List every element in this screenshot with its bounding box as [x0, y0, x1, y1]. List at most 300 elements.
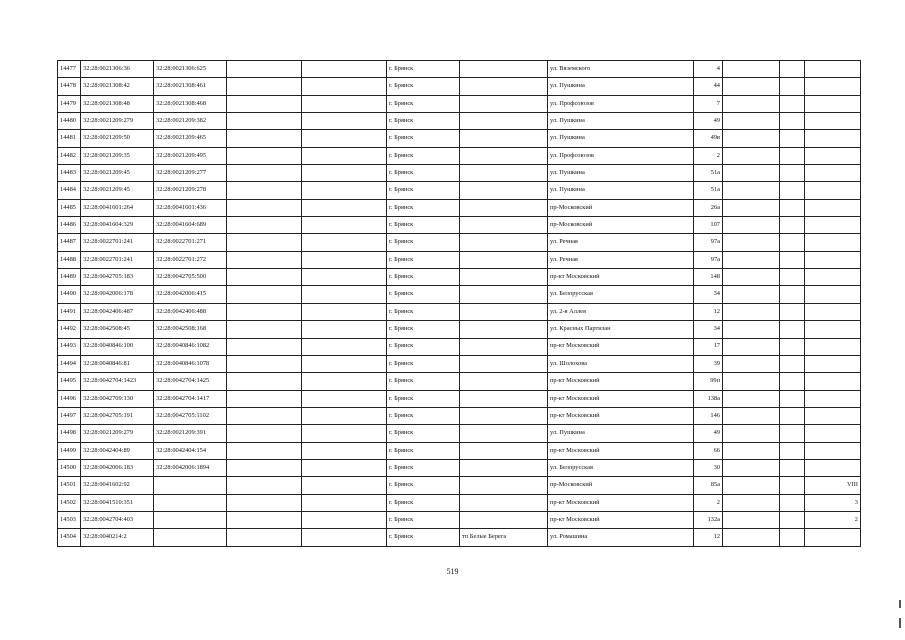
- empty-cell: [302, 321, 387, 338]
- empty-cell: [723, 113, 780, 130]
- city-cell: г. Брянск: [387, 78, 460, 95]
- extra-cell: [805, 165, 861, 182]
- empty-cell: [227, 407, 302, 424]
- street-cell: пр-Московский: [548, 199, 694, 216]
- empty-cell: [780, 373, 805, 390]
- empty-cell: [302, 338, 387, 355]
- table-row: [58, 477, 861, 494]
- table-row: [58, 529, 861, 546]
- table-row: [58, 286, 861, 303]
- table-row: [58, 269, 861, 286]
- city-cell: г. Брянск: [387, 355, 460, 372]
- extra-cell: [805, 78, 861, 95]
- empty-cell: [723, 373, 780, 390]
- extra-cell: [805, 61, 861, 78]
- building-cadastral-number: [154, 477, 227, 494]
- empty-cell: [723, 130, 780, 147]
- empty-cell: [227, 199, 302, 216]
- row-number: 14494: [58, 355, 81, 372]
- city-cell: г. Брянск: [387, 113, 460, 130]
- empty-cell: [227, 61, 302, 78]
- settlement-cell: [460, 234, 548, 251]
- empty-cell: [302, 286, 387, 303]
- settlement-cell: [460, 217, 548, 234]
- empty-cell: [227, 217, 302, 234]
- row-number: 14497: [58, 407, 81, 424]
- table-row: [58, 130, 861, 147]
- empty-cell: [227, 234, 302, 251]
- building-cadastral-number: 32:28:0021308:468: [154, 95, 227, 112]
- city-cell: г. Брянск: [387, 494, 460, 511]
- street-cell: пр-Московский: [548, 477, 694, 494]
- table-row: [58, 321, 861, 338]
- city-cell: г. Брянск: [387, 303, 460, 320]
- cadastral-number: 32:28:0042404:89: [81, 442, 154, 459]
- extra-cell: [805, 321, 861, 338]
- city-cell: г. Брянск: [387, 390, 460, 407]
- building-cadastral-number: 32:28:0022701:272: [154, 251, 227, 268]
- empty-cell: [227, 95, 302, 112]
- empty-cell: [302, 529, 387, 546]
- city-cell: г. Брянск: [387, 130, 460, 147]
- street-cell: ул. Пушкина: [548, 165, 694, 182]
- settlement-cell: тп Белые Берега: [460, 529, 548, 546]
- row-number: 14487: [58, 234, 81, 251]
- empty-cell: [780, 182, 805, 199]
- empty-cell: [780, 251, 805, 268]
- extra-cell: 3: [805, 494, 861, 511]
- empty-cell: [723, 61, 780, 78]
- empty-cell: [227, 130, 302, 147]
- empty-cell: [302, 425, 387, 442]
- house-number: 107: [694, 217, 723, 234]
- house-number: 148: [694, 269, 723, 286]
- row-number: 14489: [58, 269, 81, 286]
- street-cell: ул. Пушкина: [548, 78, 694, 95]
- table-row: [58, 199, 861, 216]
- house-number: 12: [694, 303, 723, 320]
- cadastral-number: 32:28:0042508:45: [81, 321, 154, 338]
- row-number: 14481: [58, 130, 81, 147]
- empty-cell: [302, 234, 387, 251]
- empty-cell: [723, 407, 780, 424]
- settlement-cell: [460, 355, 548, 372]
- empty-cell: [723, 147, 780, 164]
- empty-cell: [227, 182, 302, 199]
- cadastral-number: 32:28:0021209:45: [81, 182, 154, 199]
- settlement-cell: [460, 78, 548, 95]
- table-row: [58, 95, 861, 112]
- cadastral-number: 32:28:0041604:329: [81, 217, 154, 234]
- row-number: 14503: [58, 511, 81, 528]
- house-number: 39: [694, 355, 723, 372]
- row-number: 14480: [58, 113, 81, 130]
- city-cell: г. Брянск: [387, 199, 460, 216]
- table-row: [58, 182, 861, 199]
- empty-cell: [780, 303, 805, 320]
- empty-cell: [227, 459, 302, 476]
- empty-cell: [302, 494, 387, 511]
- settlement-cell: [460, 373, 548, 390]
- house-number: 51а: [694, 182, 723, 199]
- empty-cell: [780, 269, 805, 286]
- cadastral-number: 32:28:0021306:36: [81, 61, 154, 78]
- edge-mark: [899, 618, 901, 628]
- table-row: [58, 494, 861, 511]
- cadastral-number: 32:28:0042006:183: [81, 459, 154, 476]
- extra-cell: [805, 459, 861, 476]
- empty-cell: [302, 182, 387, 199]
- cadastral-number: 32:28:0021308:48: [81, 95, 154, 112]
- cadastral-number: 32:28:0042006:178: [81, 286, 154, 303]
- empty-cell: [723, 355, 780, 372]
- empty-cell: [227, 442, 302, 459]
- empty-cell: [723, 303, 780, 320]
- empty-cell: [302, 477, 387, 494]
- empty-cell: [723, 338, 780, 355]
- cadastral-number: 32:28:0021209:279: [81, 113, 154, 130]
- empty-cell: [780, 407, 805, 424]
- settlement-cell: [460, 477, 548, 494]
- empty-cell: [227, 303, 302, 320]
- cadastral-number: 32:28:0021209:50: [81, 130, 154, 147]
- house-number: 7: [694, 95, 723, 112]
- empty-cell: [227, 494, 302, 511]
- cadastral-number: 32:28:0022701:241: [81, 234, 154, 251]
- street-cell: ул. Профсоюзов: [548, 147, 694, 164]
- street-cell: пр-кт Московский: [548, 511, 694, 528]
- empty-cell: [780, 147, 805, 164]
- settlement-cell: [460, 61, 548, 78]
- empty-cell: [780, 234, 805, 251]
- street-cell: ул. Ромашина: [548, 529, 694, 546]
- house-number: 2: [694, 494, 723, 511]
- street-cell: ул. Белорусская: [548, 286, 694, 303]
- cadastral-number: 32:28:0040846:100: [81, 338, 154, 355]
- city-cell: г. Брянск: [387, 61, 460, 78]
- house-number: 26а: [694, 199, 723, 216]
- building-cadastral-number: 32:28:0021306:625: [154, 61, 227, 78]
- extra-cell: [805, 425, 861, 442]
- empty-cell: [227, 251, 302, 268]
- page-number: 519: [446, 567, 459, 576]
- building-cadastral-number: 32:28:0021209:465: [154, 130, 227, 147]
- table-row: [58, 511, 861, 528]
- cadastral-number: 32:28:0021209:45: [81, 165, 154, 182]
- building-cadastral-number: 32:28:0040846:1078: [154, 355, 227, 372]
- row-number: 14496: [58, 390, 81, 407]
- street-cell: пр-кт Московский: [548, 373, 694, 390]
- row-number: 14501: [58, 477, 81, 494]
- extra-cell: [805, 251, 861, 268]
- city-cell: г. Брянск: [387, 477, 460, 494]
- house-number: 49в: [694, 130, 723, 147]
- table-row: [58, 390, 861, 407]
- empty-cell: [780, 78, 805, 95]
- city-cell: г. Брянск: [387, 442, 460, 459]
- street-cell: ул. Речная: [548, 234, 694, 251]
- empty-cell: [780, 494, 805, 511]
- empty-cell: [780, 511, 805, 528]
- empty-cell: [723, 494, 780, 511]
- building-cadastral-number: 32:28:0042705:1102: [154, 407, 227, 424]
- empty-cell: [227, 373, 302, 390]
- settlement-cell: [460, 494, 548, 511]
- table-row: [58, 442, 861, 459]
- empty-cell: [723, 182, 780, 199]
- empty-cell: [723, 199, 780, 216]
- empty-cell: [302, 61, 387, 78]
- empty-cell: [227, 338, 302, 355]
- extra-cell: [805, 199, 861, 216]
- building-cadastral-number: 32:28:0021209:391: [154, 425, 227, 442]
- street-cell: ул. Профсоюзов: [548, 95, 694, 112]
- empty-cell: [302, 199, 387, 216]
- empty-cell: [227, 165, 302, 182]
- house-number: 4: [694, 61, 723, 78]
- extra-cell: [805, 182, 861, 199]
- empty-cell: [723, 511, 780, 528]
- empty-cell: [723, 95, 780, 112]
- building-cadastral-number: 32:28:0021209:278: [154, 182, 227, 199]
- settlement-cell: [460, 303, 548, 320]
- cadastral-number: 32:28:0041602:92: [81, 477, 154, 494]
- house-number: 85а: [694, 477, 723, 494]
- extra-cell: [805, 303, 861, 320]
- cadastral-number: 32:28:0040846:81: [81, 355, 154, 372]
- empty-cell: [780, 338, 805, 355]
- table-row: [58, 251, 861, 268]
- empty-cell: [780, 217, 805, 234]
- settlement-cell: [460, 390, 548, 407]
- cadastral-number: 32:28:0042709:130: [81, 390, 154, 407]
- row-number: 14479: [58, 95, 81, 112]
- empty-cell: [723, 459, 780, 476]
- empty-cell: [723, 529, 780, 546]
- house-number: 49: [694, 425, 723, 442]
- cadastral-number: 32:28:0042406:487: [81, 303, 154, 320]
- building-cadastral-number: 32:28:0021209:382: [154, 113, 227, 130]
- city-cell: г. Брянск: [387, 425, 460, 442]
- settlement-cell: [460, 165, 548, 182]
- table-row: [58, 165, 861, 182]
- house-number: 99п: [694, 373, 723, 390]
- building-cadastral-number: 32:28:0041601:436: [154, 199, 227, 216]
- settlement-cell: [460, 321, 548, 338]
- empty-cell: [227, 286, 302, 303]
- empty-cell: [780, 355, 805, 372]
- extra-cell: [805, 286, 861, 303]
- city-cell: г. Брянск: [387, 269, 460, 286]
- cadastral-number: 32:28:0021209:35: [81, 147, 154, 164]
- cadastral-number: 32:28:0040214:2: [81, 529, 154, 546]
- empty-cell: [723, 78, 780, 95]
- street-cell: ул. Пушкина: [548, 425, 694, 442]
- empty-cell: [780, 425, 805, 442]
- row-number: 14498: [58, 425, 81, 442]
- extra-cell: [805, 147, 861, 164]
- empty-cell: [302, 459, 387, 476]
- city-cell: г. Брянск: [387, 286, 460, 303]
- empty-cell: [302, 251, 387, 268]
- table-row: [58, 147, 861, 164]
- street-cell: ул. Вяземского: [548, 61, 694, 78]
- extra-cell: [805, 269, 861, 286]
- table-row: [58, 425, 861, 442]
- empty-cell: [780, 390, 805, 407]
- extra-cell: [805, 113, 861, 130]
- empty-cell: [723, 425, 780, 442]
- extra-cell: [805, 390, 861, 407]
- cadastral-number: 32:28:0041510:351: [81, 494, 154, 511]
- house-number: 51а: [694, 165, 723, 182]
- row-number: 14493: [58, 338, 81, 355]
- empty-cell: [227, 269, 302, 286]
- building-cadastral-number: 32:28:0042404:154: [154, 442, 227, 459]
- extra-cell: [805, 95, 861, 112]
- empty-cell: [780, 61, 805, 78]
- street-cell: ул. Белорусская: [548, 459, 694, 476]
- row-number: 14483: [58, 165, 81, 182]
- empty-cell: [302, 511, 387, 528]
- street-cell: пр-кт Московский: [548, 338, 694, 355]
- settlement-cell: [460, 251, 548, 268]
- house-number: 17: [694, 338, 723, 355]
- table-row: [58, 459, 861, 476]
- row-number: 14482: [58, 147, 81, 164]
- empty-cell: [302, 269, 387, 286]
- empty-cell: [302, 442, 387, 459]
- empty-cell: [780, 165, 805, 182]
- house-number: 2: [694, 147, 723, 164]
- row-number: 14477: [58, 61, 81, 78]
- house-number: 97а: [694, 234, 723, 251]
- city-cell: г. Брянск: [387, 182, 460, 199]
- empty-cell: [302, 147, 387, 164]
- empty-cell: [723, 442, 780, 459]
- settlement-cell: [460, 182, 548, 199]
- empty-cell: [723, 477, 780, 494]
- settlement-cell: [460, 113, 548, 130]
- extra-cell: VIII: [805, 477, 861, 494]
- table-row: [58, 78, 861, 95]
- empty-cell: [723, 390, 780, 407]
- extra-cell: [805, 217, 861, 234]
- house-number: 30: [694, 459, 723, 476]
- empty-cell: [302, 407, 387, 424]
- house-number: 132а: [694, 511, 723, 528]
- city-cell: г. Брянск: [387, 165, 460, 182]
- empty-cell: [780, 113, 805, 130]
- empty-cell: [780, 321, 805, 338]
- settlement-cell: [460, 442, 548, 459]
- table-row: [58, 355, 861, 372]
- city-cell: г. Брянск: [387, 459, 460, 476]
- row-number: 14492: [58, 321, 81, 338]
- empty-cell: [780, 199, 805, 216]
- settlement-cell: [460, 286, 548, 303]
- house-number: 34: [694, 286, 723, 303]
- extra-cell: [805, 338, 861, 355]
- row-number: 14502: [58, 494, 81, 511]
- table-row: [58, 113, 861, 130]
- empty-cell: [302, 130, 387, 147]
- table-row: [58, 303, 861, 320]
- empty-cell: [227, 321, 302, 338]
- building-cadastral-number: [154, 529, 227, 546]
- row-number: 14504: [58, 529, 81, 546]
- street-cell: пр-кт Московский: [548, 494, 694, 511]
- row-number: 14490: [58, 286, 81, 303]
- settlement-cell: [460, 95, 548, 112]
- empty-cell: [723, 269, 780, 286]
- table-row: [58, 217, 861, 234]
- extra-cell: 2: [805, 511, 861, 528]
- city-cell: г. Брянск: [387, 234, 460, 251]
- street-cell: ул. Красных Партизан: [548, 321, 694, 338]
- empty-cell: [227, 511, 302, 528]
- empty-cell: [723, 321, 780, 338]
- street-cell: пр-Московский: [548, 217, 694, 234]
- building-cadastral-number: [154, 494, 227, 511]
- settlement-cell: [460, 459, 548, 476]
- house-number: 44: [694, 78, 723, 95]
- row-number: 14485: [58, 199, 81, 216]
- street-cell: пр-кт Московский: [548, 407, 694, 424]
- extra-cell: [805, 234, 861, 251]
- empty-cell: [723, 165, 780, 182]
- street-cell: ул. Шолохова: [548, 355, 694, 372]
- settlement-cell: [460, 147, 548, 164]
- empty-cell: [780, 442, 805, 459]
- settlement-cell: [460, 338, 548, 355]
- building-cadastral-number: 32:28:0042704:1417: [154, 390, 227, 407]
- empty-cell: [227, 355, 302, 372]
- settlement-cell: [460, 407, 548, 424]
- empty-cell: [302, 95, 387, 112]
- empty-cell: [227, 477, 302, 494]
- empty-cell: [723, 217, 780, 234]
- settlement-cell: [460, 511, 548, 528]
- row-number: 14495: [58, 373, 81, 390]
- empty-cell: [302, 217, 387, 234]
- row-number: 14499: [58, 442, 81, 459]
- edge-mark: [899, 600, 901, 608]
- empty-cell: [723, 234, 780, 251]
- house-number: 97а: [694, 251, 723, 268]
- building-cadastral-number: 32:28:0042705:500: [154, 269, 227, 286]
- cadastral-number: 32:28:0021308:42: [81, 78, 154, 95]
- street-cell: пр-кт Московский: [548, 269, 694, 286]
- empty-cell: [302, 113, 387, 130]
- house-number: 34: [694, 321, 723, 338]
- city-cell: г. Брянск: [387, 95, 460, 112]
- table-row: [58, 61, 861, 78]
- row-number: 14488: [58, 251, 81, 268]
- empty-cell: [780, 130, 805, 147]
- cadastral-number: 32:28:0042705:191: [81, 407, 154, 424]
- city-cell: г. Брянск: [387, 511, 460, 528]
- street-cell: пр-кт Московский: [548, 390, 694, 407]
- street-cell: ул. Пушкина: [548, 113, 694, 130]
- empty-cell: [302, 165, 387, 182]
- extra-cell: [805, 130, 861, 147]
- table-row: [58, 407, 861, 424]
- table-row: [58, 234, 861, 251]
- extra-cell: [805, 355, 861, 372]
- document-sheet: [57, 60, 861, 547]
- house-number: 146: [694, 407, 723, 424]
